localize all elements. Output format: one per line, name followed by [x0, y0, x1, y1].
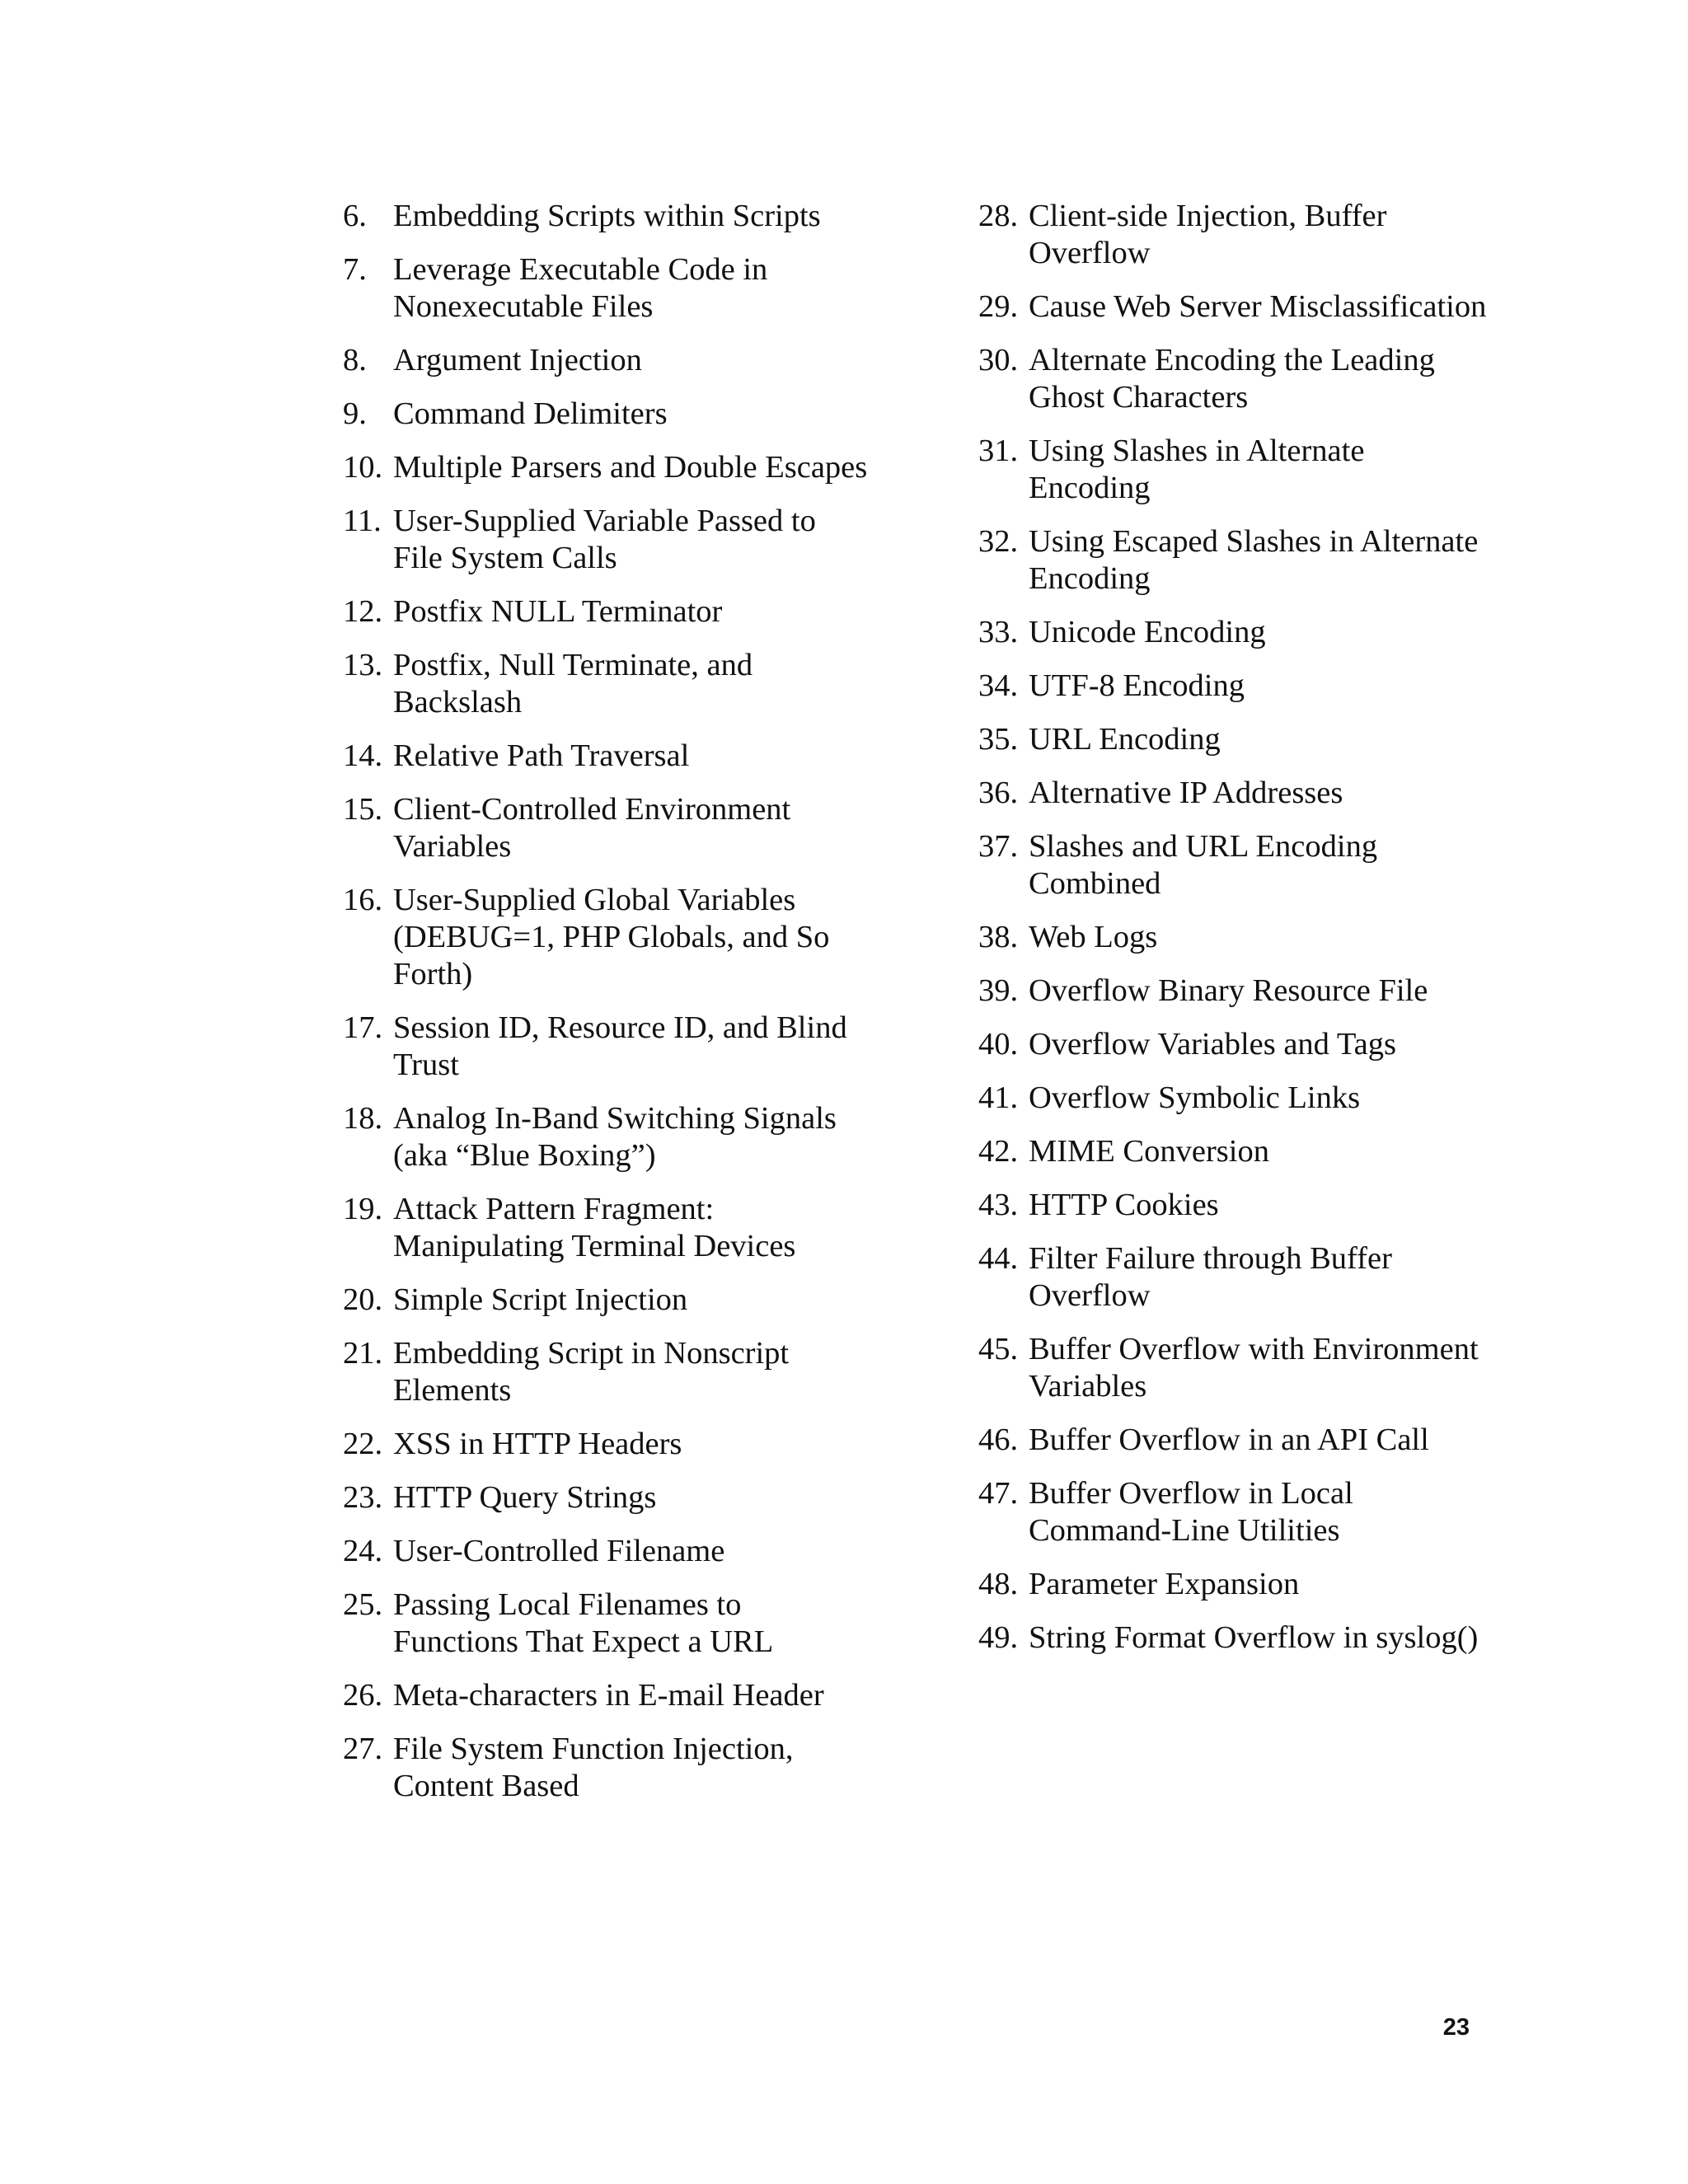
list-item — [343, 1586, 870, 1661]
list-item-number: 36. — [978, 776, 1019, 810]
list-item — [978, 1619, 1489, 1657]
list-item — [978, 433, 1489, 507]
list-item-number: 21. — [343, 1336, 383, 1371]
list-item-number: 8. — [343, 343, 367, 377]
list-item-text: Overflow Binary Resource File — [1029, 973, 1428, 1008]
list-item-number: 22. — [343, 1427, 383, 1461]
page-number: 23 — [1442, 2014, 1470, 2041]
list-item-text: Client-side Injection, Buffer Overflow — [1029, 199, 1387, 270]
list-item — [978, 1026, 1489, 1063]
list-item-number: 49. — [978, 1620, 1019, 1655]
list-item-text: HTTP Query Strings — [393, 1480, 657, 1515]
list-item-text: Embedding Script in Nonscript Elements — [393, 1336, 790, 1408]
list-item-text: Passing Local Filenames to Functions That Expect a URL — [393, 1587, 774, 1659]
list-item-number: 7. — [343, 252, 367, 287]
list-item-text: UTF-8 Encoding — [1029, 668, 1245, 703]
list-item-number: 48. — [978, 1567, 1019, 1601]
list-item — [978, 668, 1489, 705]
list-item-number: 19. — [343, 1192, 383, 1226]
list-item-text: URL Encoding — [1029, 722, 1221, 757]
list-item-text: Attack Pattern Fragment: Manipulating Terminal Devices — [393, 1192, 796, 1263]
list-item-number: 6. — [343, 199, 367, 233]
list-item-number: 45. — [978, 1332, 1019, 1366]
list-item-text: Argument Injection — [393, 343, 642, 377]
list-item-number: 31. — [978, 434, 1019, 468]
list-item — [978, 288, 1489, 326]
list-item-number: 24. — [343, 1534, 383, 1568]
list-item-number: 33. — [978, 615, 1019, 649]
list-item-text: Parameter Expansion — [1029, 1567, 1300, 1601]
list-item — [978, 1566, 1489, 1603]
list-item-text: Embedding Scripts within Scripts — [393, 199, 821, 233]
list-item-number: 39. — [978, 973, 1019, 1008]
list-item-text: User-Supplied Global Variables (DEBUG=1, PHP Globals, and So Forth) — [393, 883, 830, 991]
list-item-text: File System Function Injection, Content Based — [393, 1732, 794, 1803]
list-item-number: 17. — [343, 1010, 383, 1045]
list-item-text: Using Slashes in Alternate Encoding — [1029, 434, 1365, 505]
list-item-text: User-Supplied Variable Passed to File System Calls — [393, 504, 816, 575]
list-item — [343, 593, 870, 630]
list-item-number: 32. — [978, 524, 1019, 559]
list-item — [343, 1100, 870, 1174]
list-item-number: 44. — [978, 1241, 1019, 1276]
list-item — [343, 1479, 870, 1516]
list-item-text: HTTP Cookies — [1029, 1188, 1219, 1222]
list-item — [978, 1331, 1489, 1405]
list-item-text: Relative Path Traversal — [393, 738, 690, 773]
list-item-number: 46. — [978, 1422, 1019, 1457]
list-item-text: Session ID, Resource ID, and Blind Trust — [393, 1010, 847, 1082]
list-item-number: 11. — [343, 504, 382, 538]
list-item-number: 12. — [343, 594, 383, 629]
list-item-number: 47. — [978, 1476, 1019, 1511]
list-item-text: Buffer Overflow with Environment Variables — [1029, 1332, 1479, 1404]
list-item — [343, 791, 870, 865]
list-item-number: 15. — [343, 792, 383, 827]
list-item — [978, 1422, 1489, 1459]
list-item — [978, 342, 1489, 416]
list-item-number: 9. — [343, 396, 367, 431]
list-item — [343, 1731, 870, 1805]
list-item-text: Client-Controlled Environment Variables — [393, 792, 791, 864]
list-item — [343, 1282, 870, 1319]
list-item-text: Alternate Encoding the Leading Ghost Characters — [1029, 343, 1435, 415]
list-item — [343, 1677, 870, 1714]
list-item-number: 20. — [343, 1282, 383, 1317]
list-item — [978, 919, 1489, 956]
attack-pattern-list-left — [343, 198, 870, 1821]
list-item — [343, 503, 870, 577]
list-item — [343, 251, 870, 326]
list-item-number: 18. — [343, 1101, 383, 1136]
list-item-text: Buffer Overflow in an API Call — [1029, 1422, 1429, 1457]
list-item-text: XSS in HTTP Headers — [393, 1427, 682, 1461]
list-item-number: 34. — [978, 668, 1019, 703]
list-item-text: Alternative IP Addresses — [1029, 776, 1343, 810]
list-item — [343, 882, 870, 993]
list-item-number: 29. — [978, 289, 1019, 324]
list-item-text: Meta-characters in E-mail Header — [393, 1678, 824, 1713]
list-item — [343, 1533, 870, 1570]
list-item-text: Leverage Executable Code in Nonexecutable Files — [393, 252, 768, 324]
list-item-text: Unicode Encoding — [1029, 615, 1266, 649]
list-item — [343, 342, 870, 379]
list-item — [978, 1475, 1489, 1549]
list-item-number: 40. — [978, 1027, 1019, 1062]
list-item-number: 13. — [343, 648, 383, 682]
list-item-number: 23. — [343, 1480, 383, 1515]
list-item — [343, 449, 870, 486]
list-item-text: Cause Web Server Misclassification — [1029, 289, 1487, 324]
list-item-text: Filter Failure through Buffer Overflow — [1029, 1241, 1392, 1313]
list-item — [978, 775, 1489, 812]
list-item — [978, 828, 1489, 902]
list-item-number: 42. — [978, 1134, 1019, 1169]
list-item-text: Overflow Variables and Tags — [1029, 1027, 1397, 1062]
list-item — [978, 1133, 1489, 1170]
list-item — [343, 1426, 870, 1463]
list-item-text: Postfix NULL Terminator — [393, 594, 723, 629]
list-item — [343, 1010, 870, 1084]
list-item-number: 25. — [343, 1587, 383, 1622]
list-item-number: 41. — [978, 1080, 1019, 1115]
list-item-number: 35. — [978, 722, 1019, 757]
list-item-text: MIME Conversion — [1029, 1134, 1269, 1169]
list-item — [343, 738, 870, 775]
list-item-number: 37. — [978, 829, 1019, 864]
list-item — [978, 614, 1489, 651]
list-item — [343, 198, 870, 235]
list-item — [343, 1335, 870, 1409]
list-item — [978, 721, 1489, 758]
list-item-number: 14. — [343, 738, 383, 773]
list-item-text: String Format Overflow in syslog() — [1029, 1620, 1479, 1655]
list-item-text: Buffer Overflow in Local Command-Line Utilities — [1029, 1476, 1353, 1548]
list-item — [978, 1240, 1489, 1315]
list-item — [978, 523, 1489, 598]
list-item-text: Postfix, Null Terminate, and Backslash — [393, 648, 753, 719]
list-item — [978, 972, 1489, 1010]
list-item — [343, 396, 870, 433]
list-item-number: 38. — [978, 920, 1019, 954]
list-item — [343, 1191, 870, 1265]
list-item — [978, 1080, 1489, 1117]
list-item-number: 43. — [978, 1188, 1019, 1222]
list-item-text: Simple Script Injection — [393, 1282, 688, 1317]
list-item-text: Using Escaped Slashes in Alternate Encoding — [1029, 524, 1479, 596]
list-item — [978, 1187, 1489, 1224]
list-item-text: Multiple Parsers and Double Escapes — [393, 450, 868, 485]
attack-pattern-list-right — [978, 198, 1489, 1673]
list-item-text: Overflow Symbolic Links — [1029, 1080, 1361, 1115]
list-item-text: Web Logs — [1029, 920, 1158, 954]
list-item-number: 27. — [343, 1732, 383, 1766]
list-item-text: User-Controlled Filename — [393, 1534, 725, 1568]
list-item-number: 10. — [343, 450, 383, 485]
list-item — [343, 647, 870, 721]
list-item — [978, 198, 1489, 272]
list-item-number: 30. — [978, 343, 1019, 377]
list-item-text: Analog In-Band Switching Signals (aka “Blue Boxing”) — [393, 1101, 837, 1173]
list-item-number: 26. — [343, 1678, 383, 1713]
list-item-number: 28. — [978, 199, 1019, 233]
list-item-text: Command Delimiters — [393, 396, 668, 431]
list-item-text: Slashes and URL Encoding Combined — [1029, 829, 1378, 901]
list-item-number: 16. — [343, 883, 383, 917]
